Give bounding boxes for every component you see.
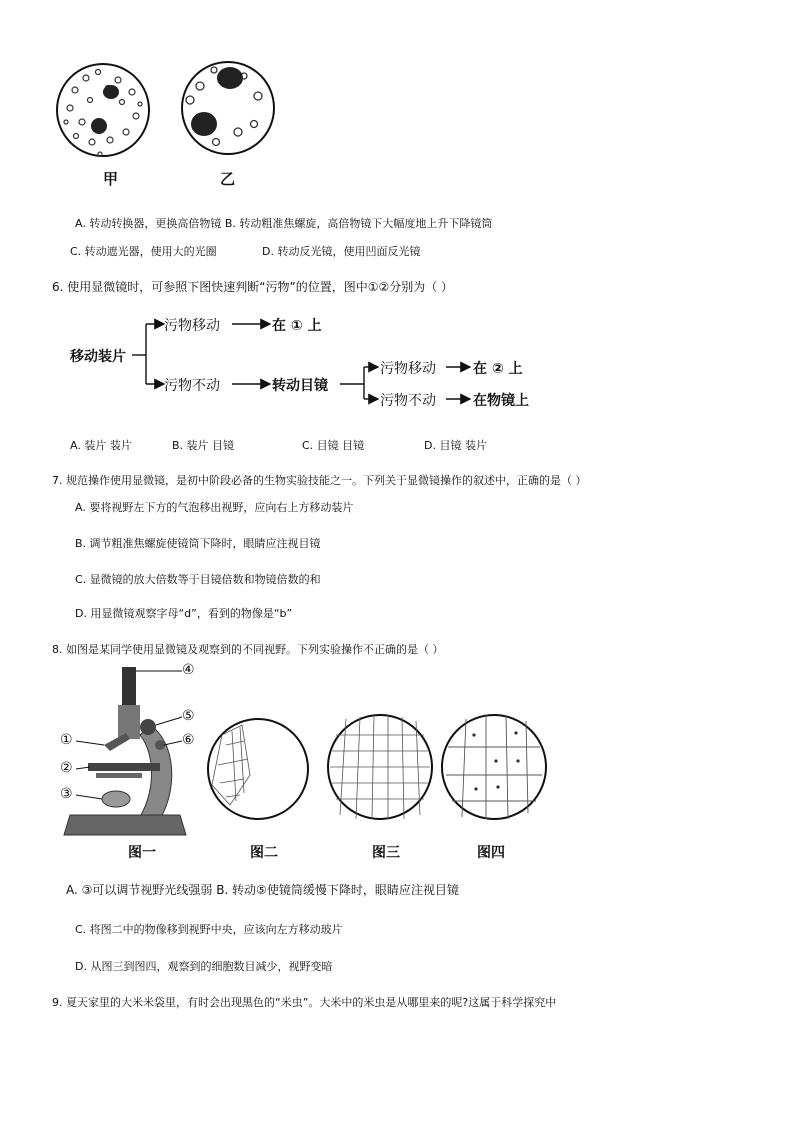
flow-on-2: 在 ② 上 <box>473 361 523 377</box>
field-fig4 <box>442 715 546 819</box>
microscope-icon <box>64 667 186 835</box>
label-2: ② <box>60 760 73 776</box>
q7-option-a: A. 要将视野左下方的气泡移出视野，应向右上方移动装片 <box>75 501 354 514</box>
flow-moves-1: 污物移动 <box>164 318 220 334</box>
field-yi <box>182 62 274 154</box>
q5-option-d: D. 转动反光镜，使用凹面反光镜 <box>262 245 421 258</box>
q6-stem: 6. 使用显微镜时，可参照下图快速判断“污物”的位置，图中①②分别为（ ） <box>52 280 454 294</box>
q5-option-c: C. 转动遮光器，使用大的光圈 <box>70 245 217 258</box>
label-yi: 乙 <box>220 170 236 188</box>
q7-option-d: D. 用显微镜观察字母“d”，看到的物像是“b” <box>75 607 293 620</box>
q8-figure <box>0 655 793 865</box>
q9-stem: 9. 夏天家里的大米米袋里，有时会出现黑色的“米虫”。大米中的米虫是从哪里来的呢?这属于科学探究中 <box>52 996 557 1009</box>
flow-static-1: 污物不动 <box>164 378 220 394</box>
q8-option-c: C. 将图二中的物像移到视野中央，应该向左方移动玻片 <box>75 923 343 936</box>
flow-root: 移动装片 <box>70 349 126 365</box>
q8-stem: 8. 如图是某同学使用显微镜及观察到的不同视野。下列实验操作不正确的是（ ） <box>52 643 444 656</box>
q8-option-d: D. 从图三到图四，观察到的细胞数目减少，视野变暗 <box>75 960 333 973</box>
flow-static-2: 污物不动 <box>380 393 436 409</box>
caption-fig3: 图三 <box>372 845 400 861</box>
field-jia <box>57 64 149 156</box>
caption-fig1: 图一 <box>128 845 156 861</box>
q7-option-b: B. 调节粗准焦螺旋使镜筒下降时，眼睛应注视目镜 <box>75 537 321 550</box>
label-3: ③ <box>60 786 73 802</box>
caption-fig2: 图二 <box>250 845 278 861</box>
label-jia: 甲 <box>103 170 119 188</box>
q7-stem: 7. 规范操作使用显微镜，是初中阶段必备的生物实验技能之一。下列关于显微镜操作的叙述中，正确的是（ ） <box>52 474 587 487</box>
label-6: ⑥ <box>182 732 195 748</box>
label-4: ④ <box>182 662 195 678</box>
flow-on-1: 在 ① 上 <box>272 318 322 334</box>
label-1: ① <box>60 732 73 748</box>
blood-smear-figure <box>0 0 793 200</box>
q7-option-c: C. 显微镜的放大倍数等于目镜倍数和物镜倍数的和 <box>75 573 321 586</box>
label-5: ⑤ <box>182 708 195 724</box>
flow-rotate-eyepiece: 转动目镜 <box>272 378 328 394</box>
flow-moves-2: 污物移动 <box>380 361 436 377</box>
caption-fig4: 图四 <box>477 845 505 861</box>
q6-option-b: B. 装片 目镜 <box>172 439 235 452</box>
flow-on-objective: 在物镜上 <box>473 393 529 409</box>
q6-option-d: D. 目镜 装片 <box>424 439 487 452</box>
q6-option-c: C. 目镜 目镜 <box>302 439 365 452</box>
field-fig3 <box>328 715 432 819</box>
field-fig2 <box>208 719 308 819</box>
q6-option-a: A. 装片 装片 <box>70 439 132 452</box>
q5-option-ab: A. 转动转换器，更换高倍物镜 B. 转动粗准焦螺旋，高倍物镜下大幅度地上升下降镜筒 <box>75 217 493 230</box>
q8-option-ab: A. ③可以调节视野光线强弱 B. 转动⑤使镜筒缓慢下降时，眼睛应注视目镜 <box>66 883 459 897</box>
